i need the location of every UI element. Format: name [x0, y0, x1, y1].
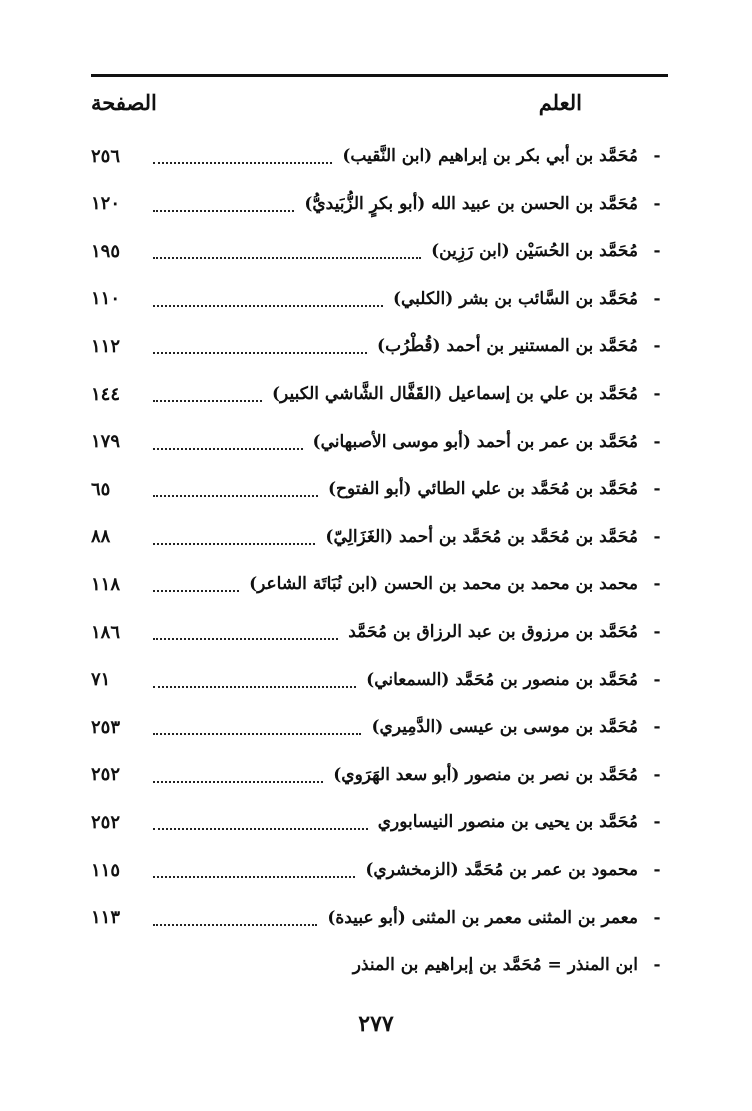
entry-name: مُحَمَّد بن مُحَمَّد بن مُحَمَّد بن أحمد (الغَزَالِيّ): [325, 526, 638, 547]
index-entry: [91, 850, 668, 890]
entry-name: مُحَمَّد بن السَّائب بن بشر (الكلبي): [392, 288, 638, 309]
index-entry: [91, 517, 668, 557]
index-entries: [91, 136, 668, 996]
entry-name: مُحَمَّد بن الحُسَيْن (ابن رَزِين): [431, 241, 638, 262]
entry-name: مُحَمَّد بن نصر بن منصور (أبو سعد الهَرَوي): [333, 764, 638, 785]
index-entry: [91, 612, 668, 652]
index-entry: [91, 326, 668, 366]
entry-name: مُحَمَّد بن الحسن بن عبيد الله (أبو بكرٍ الزُّبَيديُّ): [304, 193, 638, 214]
dot-leader: [153, 400, 262, 402]
entry-name: مُحَمَّد بن أبي بكر بن إبراهيم (ابن النَّقيب): [342, 146, 638, 166]
entry-page-number: ١١٠: [91, 288, 121, 310]
page-number: ٢٧٧: [358, 1011, 394, 1037]
index-entry: [91, 136, 668, 176]
index-entry: [91, 184, 668, 224]
index-entry: [91, 707, 668, 747]
entry-page-number: ١٢٠: [91, 193, 121, 215]
entry-name: مُحَمَّد بن يحيى بن منصور النيسابوري: [377, 812, 638, 833]
entry-name: مُحَمَّد بن علي بن إسماعيل (القَفَّال الشَّاشي الكبير): [272, 384, 638, 404]
entry-page-number: ٢٥٦: [91, 145, 121, 167]
dot-leader: [153, 543, 315, 545]
index-entry: [91, 279, 668, 319]
entry-page-number: ١١٨: [91, 573, 121, 595]
index-entry: [91, 231, 668, 271]
dot-leader: [153, 686, 356, 688]
entry-page-number: ١١٥: [91, 859, 121, 881]
entry-page-number: ١٩٥: [91, 240, 121, 262]
entry-bullet: -: [653, 479, 661, 500]
dot-leader: [153, 781, 323, 783]
entry-name: مُحَمَّد بن المستنير بن أحمد (قُطْرُب): [377, 336, 638, 357]
entry-name: مُحَمَّد بن مرزوق بن عبد الرزاق بن مُحَمَّد: [348, 622, 638, 642]
entry-bullet: -: [653, 764, 661, 785]
dot-leader: [153, 495, 318, 497]
dot-leader: [153, 924, 317, 926]
index-entry: [91, 898, 668, 938]
dot-leader: [153, 733, 361, 735]
entry-page-number: ١٤٤: [91, 383, 121, 405]
entry-page-number: ٧١: [91, 669, 111, 691]
dot-leader: [153, 828, 368, 830]
entry-name: محمود بن عمر بن مُحَمَّد (الزمخشري): [365, 860, 638, 880]
index-entry: [91, 564, 668, 604]
entry-bullet: -: [653, 336, 661, 357]
entry-bullet: -: [653, 384, 661, 404]
entry-name: مُحَمَّد بن موسى بن عيسى (الدَّمِيري): [371, 717, 638, 738]
header-page-column: الصفحة: [91, 90, 157, 115]
dot-leader: [153, 590, 239, 592]
entry-bullet: -: [653, 669, 661, 690]
entry-name: مُحَمَّد بن مُحَمَّد بن علي الطائي (أبو الفتوح): [327, 479, 638, 500]
entry-page-number: ٢٥٢: [91, 811, 121, 833]
entry-name: مُحَمَّد بن عمر بن أحمد (أبو موسى الأصبهاني): [312, 431, 638, 452]
entry-page-number: ٢٥٣: [91, 716, 121, 738]
entry-page-number: ٨٨: [91, 526, 111, 548]
entry-bullet: -: [653, 812, 661, 833]
entry-bullet: -: [653, 860, 661, 880]
index-entry: [91, 945, 668, 985]
entry-bullet: -: [653, 574, 661, 595]
entry-bullet: -: [653, 907, 661, 928]
entry-bullet: -: [653, 193, 661, 214]
dot-leader: [153, 638, 338, 640]
dot-leader: [153, 448, 303, 450]
entry-bullet: -: [653, 146, 661, 166]
entry-bullet: -: [653, 717, 661, 738]
dot-leader: [153, 876, 355, 878]
top-rule: [91, 74, 668, 77]
entry-bullet: -: [653, 431, 661, 452]
entry-bullet: -: [653, 241, 661, 262]
entry-name: ابن المنذر = مُحَمَّد بن إبراهيم بن المنذر: [352, 955, 638, 976]
index-entry: [91, 802, 668, 842]
dot-leader: [153, 162, 332, 164]
entry-bullet: -: [653, 526, 661, 547]
entry-page-number: ٢٥٢: [91, 764, 121, 786]
header-name-column: العلم: [538, 90, 582, 115]
entry-bullet: -: [653, 288, 661, 309]
entry-name: مُحَمَّد بن منصور بن مُحَمَّد (السمعاني): [366, 669, 638, 690]
entry-bullet: -: [653, 955, 661, 976]
index-entry: [91, 374, 668, 414]
entry-name: معمر بن المثنى معمر بن المثنى (أبو عبيدة): [327, 907, 638, 928]
entry-page-number: ١٧٩: [91, 431, 121, 453]
entry-page-number: ١١٣: [91, 907, 121, 929]
dot-leader: [153, 257, 421, 259]
dot-leader: [153, 352, 367, 354]
entry-page-number: ٦٥: [91, 478, 111, 500]
dot-leader: [153, 305, 383, 307]
entry-page-number: ١١٢: [91, 335, 121, 357]
dot-leader: [153, 210, 294, 212]
entry-name: محمد بن محمد بن محمد بن الحسن (ابن نُبَاتَة الشاعر): [249, 574, 638, 595]
index-entry: [91, 755, 668, 795]
index-entry: [91, 469, 668, 509]
entry-page-number: ١٨٦: [91, 621, 121, 643]
index-entry: [91, 422, 668, 462]
entry-bullet: -: [653, 622, 661, 642]
index-entry: [91, 660, 668, 700]
